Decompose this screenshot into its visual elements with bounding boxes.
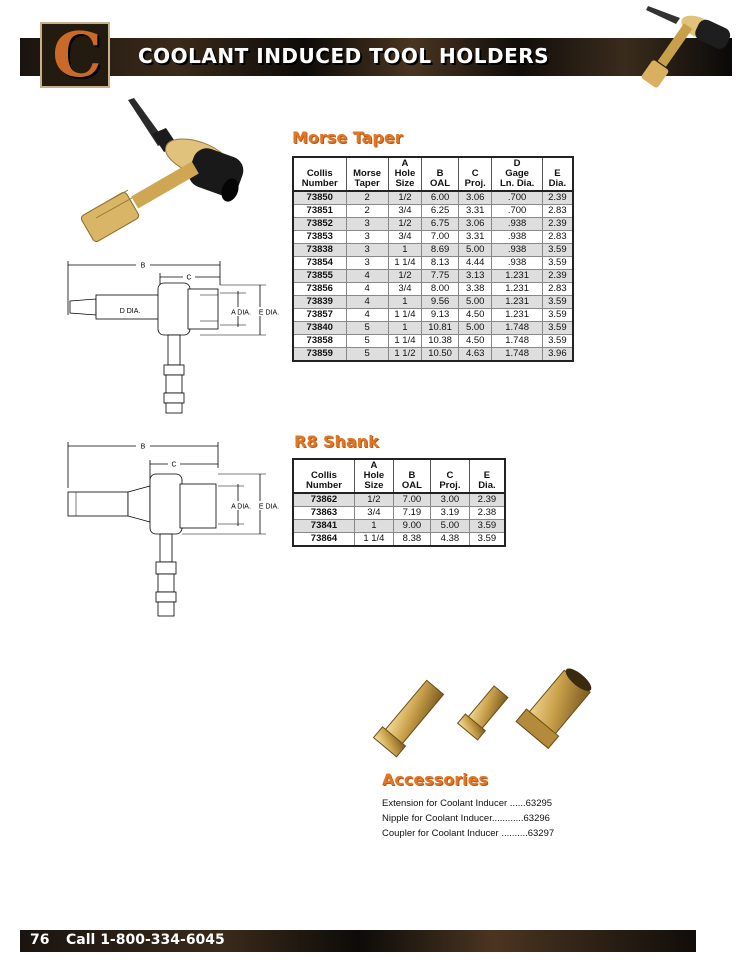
table-cell: 10.50: [422, 348, 459, 362]
part-number-cell: 73858: [293, 335, 346, 348]
table-cell: 3: [346, 231, 388, 244]
header-line: Collis: [306, 168, 333, 179]
header-line: C: [471, 168, 479, 179]
r8-col-header: [393, 459, 430, 493]
table-cell: 9.00: [393, 520, 430, 533]
morse-col-header: [293, 157, 346, 191]
table-cell: 9.56: [422, 296, 459, 309]
morse-tool-holder-photo: [70, 98, 250, 248]
table-cell: 3.59: [542, 257, 573, 270]
table-cell: 1.748: [492, 335, 542, 348]
part-number-cell: 73841: [293, 520, 354, 533]
part-number-cell: 73864: [293, 533, 354, 547]
table-cell: 4: [346, 270, 388, 283]
table-cell: 4.50: [459, 309, 492, 322]
collis-logo: [40, 18, 110, 91]
r8-col-header: [431, 459, 470, 493]
morse-col-header: [346, 157, 388, 191]
table-cell: 1/2: [388, 191, 421, 205]
table-cell: 3.59: [542, 335, 573, 348]
part-number-cell: 73839: [293, 296, 346, 309]
table-row: [293, 296, 573, 309]
table-cell: 1.231: [492, 270, 542, 283]
table-row: [293, 270, 573, 283]
page-title: COOLANT INDUCED TOOL HOLDERS: [138, 44, 550, 68]
table-cell: 3/4: [388, 205, 421, 218]
morse-col-header: [422, 157, 459, 191]
header-line: B: [436, 168, 444, 179]
r8-shank-table: [292, 458, 506, 547]
morse-col-header: [492, 157, 542, 191]
table-cell: 1/2: [354, 493, 393, 507]
header-line: Taper: [354, 178, 380, 189]
table-cell: 1 1/2: [388, 348, 421, 362]
header-line: OAL: [401, 480, 422, 491]
table-cell: 1 1/4: [388, 257, 421, 270]
table-cell: 3.59: [542, 309, 573, 322]
table-row: [293, 322, 573, 335]
table-cell: .938: [492, 218, 542, 231]
header-line: Morse: [353, 168, 382, 179]
part-number-cell: 73850: [293, 191, 346, 205]
table-cell: 3.59: [469, 520, 505, 533]
r8-dim-c-label: C: [171, 461, 177, 469]
table-cell: 3.31: [459, 205, 492, 218]
table-cell: .700: [492, 205, 542, 218]
table-cell: 1: [388, 244, 421, 257]
table-cell: 3.13: [459, 270, 492, 283]
table-cell: 2: [346, 205, 388, 218]
table-cell: 2.39: [469, 493, 505, 507]
table-cell: 3.00: [431, 493, 470, 507]
table-cell: 3.59: [469, 533, 505, 547]
table-cell: 1 1/4: [354, 533, 393, 547]
table-cell: 1.231: [492, 296, 542, 309]
header-line: Size: [395, 178, 415, 189]
table-cell: 10.38: [422, 335, 459, 348]
header-line: Hole: [363, 470, 385, 481]
table-row: [293, 335, 573, 348]
table-cell: 3.06: [459, 218, 492, 231]
header-line: Number: [301, 178, 338, 189]
header-line: D: [513, 158, 521, 169]
header-line: A: [370, 460, 378, 471]
table-cell: 5: [346, 335, 388, 348]
table-cell: 3.38: [459, 283, 492, 296]
header-line: Number: [306, 480, 342, 491]
table-row: [293, 257, 573, 270]
header-line: Gage: [505, 168, 529, 179]
accessory-extension: Extension for Coolant Inducer ......63295: [382, 798, 553, 809]
table-cell: .938: [492, 231, 542, 244]
table-cell: 8.00: [422, 283, 459, 296]
table-cell: 7.19: [393, 507, 430, 520]
accessories-title: Accessories: [382, 770, 488, 789]
table-cell: 4.50: [459, 335, 492, 348]
table-cell: 3.31: [459, 231, 492, 244]
header-line: E: [554, 168, 561, 179]
table-cell: 3/4: [388, 231, 421, 244]
table-cell: 4.38: [431, 533, 470, 547]
table-cell: .938: [492, 257, 542, 270]
table-cell: 6.00: [422, 191, 459, 205]
header-line: Dia.: [548, 178, 567, 189]
table-cell: 8.13: [422, 257, 459, 270]
table-cell: 5.00: [459, 296, 492, 309]
table-cell: 7.00: [393, 493, 430, 507]
table-cell: 9.13: [422, 309, 459, 322]
table-row: [293, 520, 505, 533]
part-number-cell: 73863: [293, 507, 354, 520]
table-cell: 1/2: [388, 270, 421, 283]
table-cell: 5.00: [459, 322, 492, 335]
table-cell: 2.83: [542, 231, 573, 244]
r8-shank-title: R8 Shank: [294, 432, 379, 451]
table-cell: 10.81: [422, 322, 459, 335]
morse-taper-title: Morse Taper: [292, 128, 403, 147]
dim-d-label: D DIA.: [119, 308, 141, 315]
table-cell: 5.00: [459, 244, 492, 257]
table-cell: 7.00: [422, 231, 459, 244]
morse-col-header: [459, 157, 492, 191]
header-line: E: [483, 470, 491, 481]
part-number-cell: 73855: [293, 270, 346, 283]
part-number-cell: 73859: [293, 348, 346, 362]
table-row: [293, 244, 573, 257]
table-cell: 3: [346, 257, 388, 270]
table-cell: .938: [492, 244, 542, 257]
table-cell: 1/2: [388, 218, 421, 231]
table-cell: 2.38: [469, 507, 505, 520]
table-cell: 4: [346, 296, 388, 309]
table-cell: 1: [388, 296, 421, 309]
header-tool-photo: [640, 0, 740, 96]
table-row: [293, 348, 573, 362]
r8-shank-diagram: [60, 440, 282, 620]
table-cell: 3/4: [388, 283, 421, 296]
header-line: Dia.: [478, 480, 496, 491]
table-cell: 5.00: [431, 520, 470, 533]
table-cell: 3.06: [459, 191, 492, 205]
r8-col-header: [469, 459, 505, 493]
table-cell: 3.19: [431, 507, 470, 520]
header-line: Proj.: [464, 178, 486, 189]
accessories-list: [382, 798, 554, 839]
table-cell: 6.25: [422, 205, 459, 218]
accessories-photo: [372, 660, 612, 768]
table-row: [293, 283, 573, 296]
table-cell: 1.748: [492, 348, 542, 362]
table-cell: 6.75: [422, 218, 459, 231]
header-line: OAL: [430, 178, 451, 189]
header-line: Size: [364, 480, 384, 491]
table-row: [293, 191, 573, 205]
header-line: Collis: [311, 470, 337, 481]
table-cell: 2.39: [542, 270, 573, 283]
r8-dim-b-label: B: [140, 443, 146, 451]
dim-b-label: B: [140, 262, 146, 270]
table-cell: 3/4: [354, 507, 393, 520]
table-cell: 3.96: [542, 348, 573, 362]
table-cell: 1.231: [492, 309, 542, 322]
part-number-cell: 73840: [293, 322, 346, 335]
header-line: B: [408, 470, 416, 481]
table-cell: 8.69: [422, 244, 459, 257]
table-cell: 5: [346, 322, 388, 335]
r8-dim-a-label: A DIA.: [231, 503, 251, 511]
r8-col-header: [293, 459, 354, 493]
table-cell: 1: [354, 520, 393, 533]
table-cell: 4: [346, 283, 388, 296]
table-cell: 1: [388, 322, 421, 335]
table-row: [293, 507, 505, 520]
table-cell: 3.59: [542, 244, 573, 257]
table-row: [293, 231, 573, 244]
r8-col-header: [354, 459, 393, 493]
morse-taper-table: [292, 156, 574, 362]
part-number-cell: 73852: [293, 218, 346, 231]
header-line: C: [446, 470, 454, 481]
table-cell: 4: [346, 309, 388, 322]
morse-col-header: [542, 157, 573, 191]
part-number-cell: 73856: [293, 283, 346, 296]
part-number-cell: 73854: [293, 257, 346, 270]
table-cell: 2.83: [542, 283, 573, 296]
table-cell: .700: [492, 191, 542, 205]
table-row: [293, 309, 573, 322]
table-cell: 2.83: [542, 205, 573, 218]
r8-dim-e-label: E DIA.: [258, 503, 280, 511]
table-cell: 2.39: [542, 218, 573, 231]
header-line: Proj.: [439, 480, 461, 491]
table-cell: 1 1/4: [388, 335, 421, 348]
logo-letter: C: [52, 18, 102, 91]
table-cell: 2.39: [542, 191, 573, 205]
header-line: A: [401, 158, 409, 169]
table-cell: 4.44: [459, 257, 492, 270]
part-number-cell: 73862: [293, 493, 354, 507]
morse-taper-diagram: [60, 255, 282, 415]
table-row: [293, 493, 505, 507]
dim-c-label: C: [186, 274, 192, 282]
accessory-nipple: Nipple for Coolant Inducer............63296: [382, 813, 550, 824]
table-cell: 4.63: [459, 348, 492, 362]
table-cell: 1 1/4: [388, 309, 421, 322]
table-row: [293, 533, 505, 547]
table-row: [293, 218, 573, 231]
table-cell: 5: [346, 348, 388, 362]
table-cell: 2: [346, 191, 388, 205]
accessory-coupler: Coupler for Coolant Inducer ..........63297: [382, 828, 555, 839]
dim-e-label: E DIA.: [258, 309, 280, 317]
table-cell: 3: [346, 244, 388, 257]
table-cell: 3.59: [542, 322, 573, 335]
dim-a-label: A DIA.: [231, 309, 251, 317]
header-line: Hole: [394, 168, 416, 179]
table-cell: 1.231: [492, 283, 542, 296]
page-number: 76: [30, 932, 50, 948]
table-cell: 7.75: [422, 270, 459, 283]
part-number-cell: 73853: [293, 231, 346, 244]
table-row: [293, 205, 573, 218]
part-number-cell: 73851: [293, 205, 346, 218]
table-cell: 3.59: [542, 296, 573, 309]
footer-phone: Call 1-800-334-6045: [66, 932, 225, 948]
table-cell: 1.748: [492, 322, 542, 335]
table-cell: 8.38: [393, 533, 430, 547]
table-cell: 3: [346, 218, 388, 231]
header-line: Ln. Dia.: [499, 178, 535, 189]
part-number-cell: 73838: [293, 244, 346, 257]
morse-col-header: [388, 157, 421, 191]
part-number-cell: 73857: [293, 309, 346, 322]
